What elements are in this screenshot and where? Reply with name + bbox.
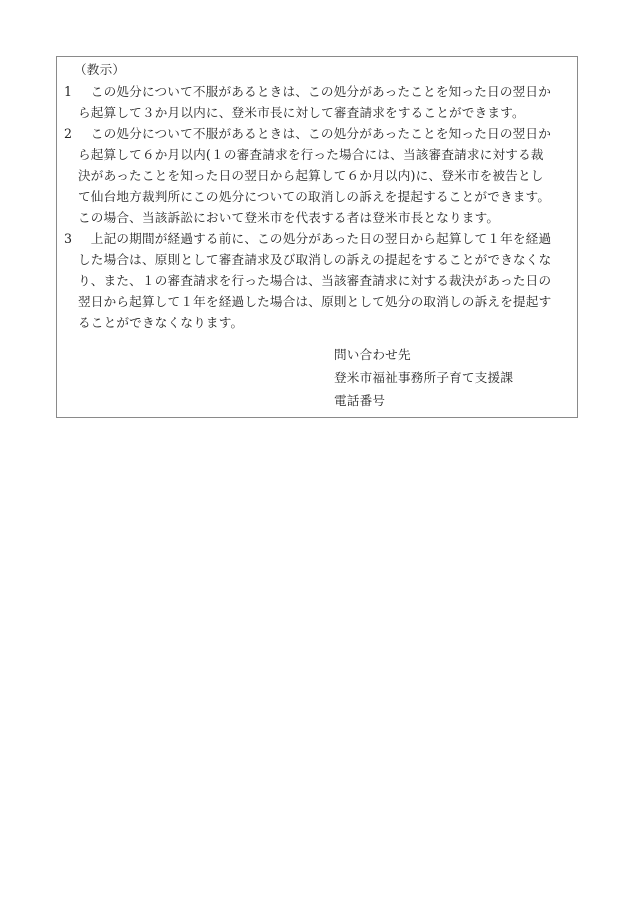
item-3-line-5: ることができなくなります。	[78, 315, 244, 330]
item-3-line-4: 翌日から起算して１年を経過した場合は、原則として処分の取消しの訴えを提起す	[78, 294, 552, 309]
item-2-line-3: 決があったことを知った日の翌日から起算して６か月以内)に、登米市を被告とし	[78, 168, 544, 183]
contact-office: 登米市福祉事務所子育て支援課	[334, 370, 514, 385]
item-number: 1	[64, 84, 73, 99]
item-3-line-1: 上記の期間が経過する前に、この処分があった日の翌日から起算して１年を経過	[78, 231, 552, 246]
item-3-line-3: り、また、１の審査請求を行った場合は、当該審査請求に対する裁決があった日の	[78, 273, 552, 288]
item-number: 3	[64, 231, 73, 246]
item-2-line-5: この場合、当該訴訟において登米市を代表する者は登米市長となります。	[78, 210, 500, 225]
item-2-line-2: ら起算して６か月以内(１の審査請求を行った場合には、当該審査請求に対する裁	[78, 147, 544, 162]
item-1-line-1: この処分について不服があるときは、この処分があったことを知った日の翌日か	[78, 84, 551, 99]
item-number: 2	[64, 126, 73, 141]
item-1-line-2: ら起算して３か月以内に、登米市長に対して審査請求をすることができます。	[78, 105, 525, 120]
contact-label: 問い合わせ先	[334, 347, 411, 362]
item-3-line-2: した場合は、原則として審査請求及び取消しの訴えの提起をすることができなくな	[78, 252, 552, 267]
contact-phone-label: 電話番号	[334, 393, 386, 408]
item-2-line-1: この処分について不服があるときは、この処分があったことを知った日の翌日か	[78, 126, 551, 141]
item-2-line-4: て仙台地方裁判所にこの処分についての取消しの訴えを提起することができます。	[78, 189, 551, 204]
notice-heading: （教示）	[74, 62, 126, 77]
